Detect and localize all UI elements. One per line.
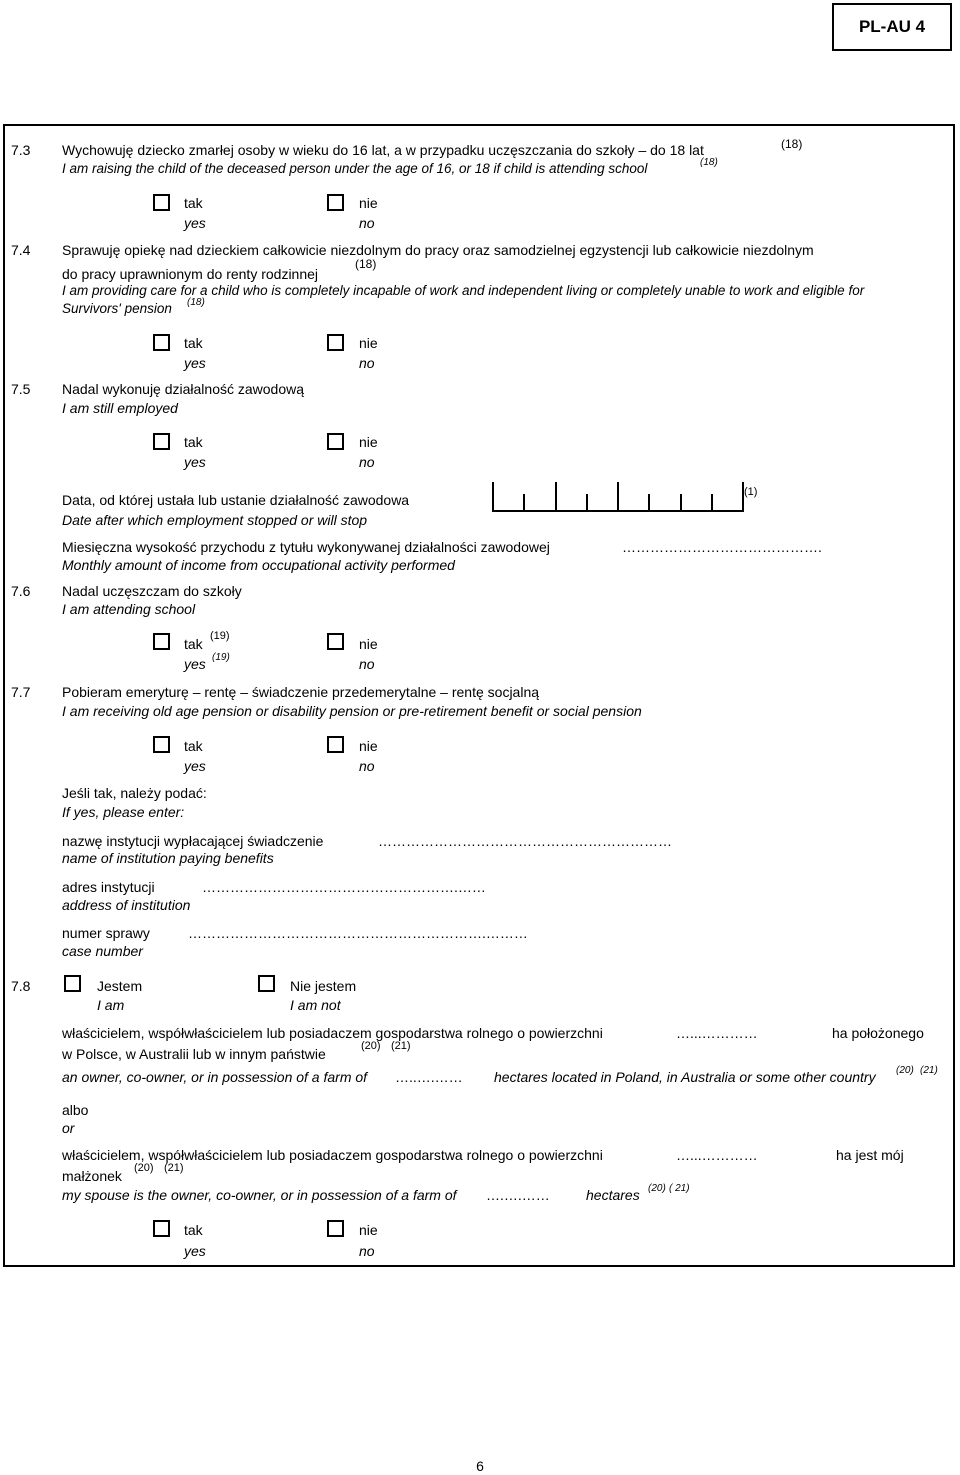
end-date-label-pl: Data, od której ustała lub ustanie działalność zawodowa [62,492,410,508]
section-7-3-yes-checkbox[interactable] [153,194,170,211]
spouse-ref-en-20: (20) [648,1183,666,1194]
section-7-4-text-pl-2: do pracy uprawnionym do renty rodzinnej [62,266,319,282]
institution-input[interactable]: ……………………………………………………… [378,833,672,849]
section-7-3-ref-en: (18) [700,157,718,168]
no-label-pl: nie [359,434,378,450]
section-7-5-no-checkbox[interactable] [327,433,344,450]
yes-label-en: yes [184,656,206,672]
section-7-4-ref-pl: (18) [355,257,377,271]
address-input[interactable]: ……………………………………………….…… [202,879,486,895]
section-7-6-yes-checkbox[interactable] [153,633,170,650]
address-label-pl: adres instytucji [62,879,155,895]
albo-label: albo [62,1102,89,1118]
spouse-area-input[interactable]: …...………… [676,1147,758,1163]
section-7-3-no-checkbox[interactable] [327,194,344,211]
no-label-pl: nie [359,195,378,211]
no-label-pl: nie [359,335,378,351]
no-label-pl: nie [359,636,378,652]
case-number-label-en: case number [62,943,143,959]
section-7-6-text-en: I am attending school [62,601,196,617]
section-7-8-am-not-checkbox[interactable] [258,975,275,992]
date-slot-divider [711,494,713,512]
if-yes-label-pl: Jeśli tak, należy podać: [62,785,207,801]
or-label: or [62,1120,75,1136]
yes-label-en: yes [184,758,206,774]
form-code: PL-AU 4 [858,17,926,36]
am-not-label-en: I am not [290,997,341,1013]
section-7-4-ref-en: (18) [187,297,205,308]
section-7-8-am-checkbox[interactable] [64,975,81,992]
section-7-8-number: 7.8 [11,978,31,994]
section-7-8-no-checkbox[interactable] [327,1220,344,1237]
institution-label-pl: nazwę instytucji wypłacającej świadczenie [62,833,324,849]
section-7-3-text-en: I am raising the child of the deceased person under the age of 16, or 18 if child is attending school [62,161,648,176]
section-7-6-text-pl: Nadal uczęszczam do szkoły [62,583,242,599]
case-number-label-pl: numer sprawy [62,925,150,941]
section-7-7-yes-checkbox[interactable] [153,736,170,753]
am-label-en: I am [97,997,125,1013]
yes-label-pl: tak [184,195,203,211]
page-number: 6 [476,1458,484,1474]
spouse-text-pl-1: właścicielem, współwłaścicielem lub posiadaczem gospodarstwa rolnego o powierzchni [62,1147,603,1163]
section-7-7-no-checkbox[interactable] [327,736,344,753]
spouse-text-pl-tail: ha jest mój [836,1147,904,1163]
owner-area-input-en[interactable]: …..….…… [395,1069,463,1085]
section-7-7-number: 7.7 [11,684,31,700]
owner-text-en-1: an owner, co-owner, or in possession of a farm of [62,1069,368,1085]
end-date-label-en: Date after which employment stopped or will stop [62,512,368,528]
spouse-ref-20: (20) [134,1162,154,1174]
yes-label-pl: tak [184,738,203,754]
yes-label-en: yes [184,454,206,470]
date-slot-divider [680,494,682,512]
owner-ref-20: (20) [361,1040,381,1052]
section-7-4-yes-checkbox[interactable] [153,334,170,351]
if-yes-label-en: If yes, please enter: [62,804,185,820]
owner-text-pl-tail: ha położonego [832,1025,924,1041]
section-7-7-text-pl: Pobieram emeryturę – rentę – świadczenie przedemerytalne – rentę socjalną [62,684,540,700]
section-7-6-yes-ref-pl: (19) [210,630,230,642]
owner-text-pl-1: właścicielem, współwłaścicielem lub posiadaczem gospodarstwa rolnego o powierzchni [62,1025,603,1041]
owner-text-pl-2: w Polsce, w Australii lub w innym państwie [62,1046,326,1062]
end-date-ref: (1) [744,486,758,498]
yes-label-pl: tak [184,636,203,652]
section-7-7-text-en: I am receiving old age pension or disability pension or pre-retirement benefit or social pension [62,703,642,719]
spouse-area-input-en[interactable]: ….….…… [486,1187,550,1203]
institution-label-en: name of institution paying benefits [62,850,274,866]
section-7-5-text-en: I am still employed [62,400,178,416]
section-7-4-text-en-2: Survivors' pension [62,301,172,316]
spouse-ref-21: (21) [164,1162,184,1174]
income-label-en: Monthly amount of income from occupational activity performed [62,557,455,573]
income-input[interactable]: ……………………………………. [622,539,822,555]
section-7-6-yes-ref-en: (19) [212,652,230,663]
section-7-3-number: 7.3 [11,142,31,158]
section-7-6-number: 7.6 [11,583,31,599]
yes-label-pl: tak [184,1222,203,1238]
owner-ref-21: (21) [391,1040,411,1052]
spouse-ref-en-21: ( 21) [669,1183,690,1194]
section-7-5-number: 7.5 [11,381,31,397]
no-label-pl: nie [359,738,378,754]
end-date-input[interactable] [492,482,744,512]
yes-label-en: yes [184,355,206,371]
section-7-5-yes-checkbox[interactable] [153,433,170,450]
owner-ref-en-20: (20) [896,1065,914,1076]
owner-ref-en-21: (21) [920,1065,938,1076]
section-7-3-ref-pl: (18) [781,137,803,151]
yes-label-pl: tak [184,434,203,450]
income-label-pl: Miesięczna wysokość przychodu z tytułu wykonywanej działalności zawodowej [62,539,550,555]
no-label-pl: nie [359,1222,378,1238]
no-label-en: no [359,355,375,371]
spouse-text-en-1: my spouse is the owner, co-owner, or in possession of a farm of [62,1187,457,1203]
am-label-pl: Jestem [97,978,143,994]
date-slot-divider [523,494,525,512]
no-label-en: no [359,454,375,470]
section-7-4-number: 7.4 [11,242,31,258]
address-label-en: address of institution [62,897,191,913]
yes-label-en: yes [184,1243,206,1259]
date-slot-divider [555,482,557,512]
yes-label-pl: tak [184,335,203,351]
section-7-3-text-pl: Wychowuję dziecko zmarłej osoby w wieku do 16 lat, a w przypadku uczęszczania do szkoły – do 18 lat [62,142,704,158]
no-label-en: no [359,1243,375,1259]
form-code-box [832,3,952,51]
owner-area-input[interactable]: …...………… [676,1025,758,1041]
yes-label-en: yes [184,215,206,231]
date-slot-divider [492,482,494,512]
spouse-text-en-2: hectares [586,1187,640,1203]
date-slot-divider [617,482,619,512]
case-number-input[interactable]: ……………………………………………………….……… [188,925,528,941]
section-7-4-text-pl-1: Sprawuję opiekę nad dzieckiem całkowicie niezdolnym do pracy oraz samodzielnej egzystencji lub całkowicie niezdolnym [62,242,814,258]
spouse-text-pl-2: małżonek [62,1168,122,1184]
am-not-label-pl: Nie jestem [290,978,357,994]
section-7-5-text-pl: Nadal wykonuję działalność zawodową [62,381,305,397]
section-7-4-text-en-1: I am providing care for a child who is completely incapable of work and independent living or completely unable to work and eligible for [62,283,865,298]
date-slot-divider [648,494,650,512]
owner-text-en-2: hectares located in Poland, in Australia or some other country [494,1069,876,1085]
section-7-4-no-checkbox[interactable] [327,334,344,351]
date-slot-divider [586,494,588,512]
no-label-en: no [359,215,375,231]
section-7-8-yes-checkbox[interactable] [153,1220,170,1237]
no-label-en: no [359,656,375,672]
section-7-6-no-checkbox[interactable] [327,633,344,650]
no-label-en: no [359,758,375,774]
